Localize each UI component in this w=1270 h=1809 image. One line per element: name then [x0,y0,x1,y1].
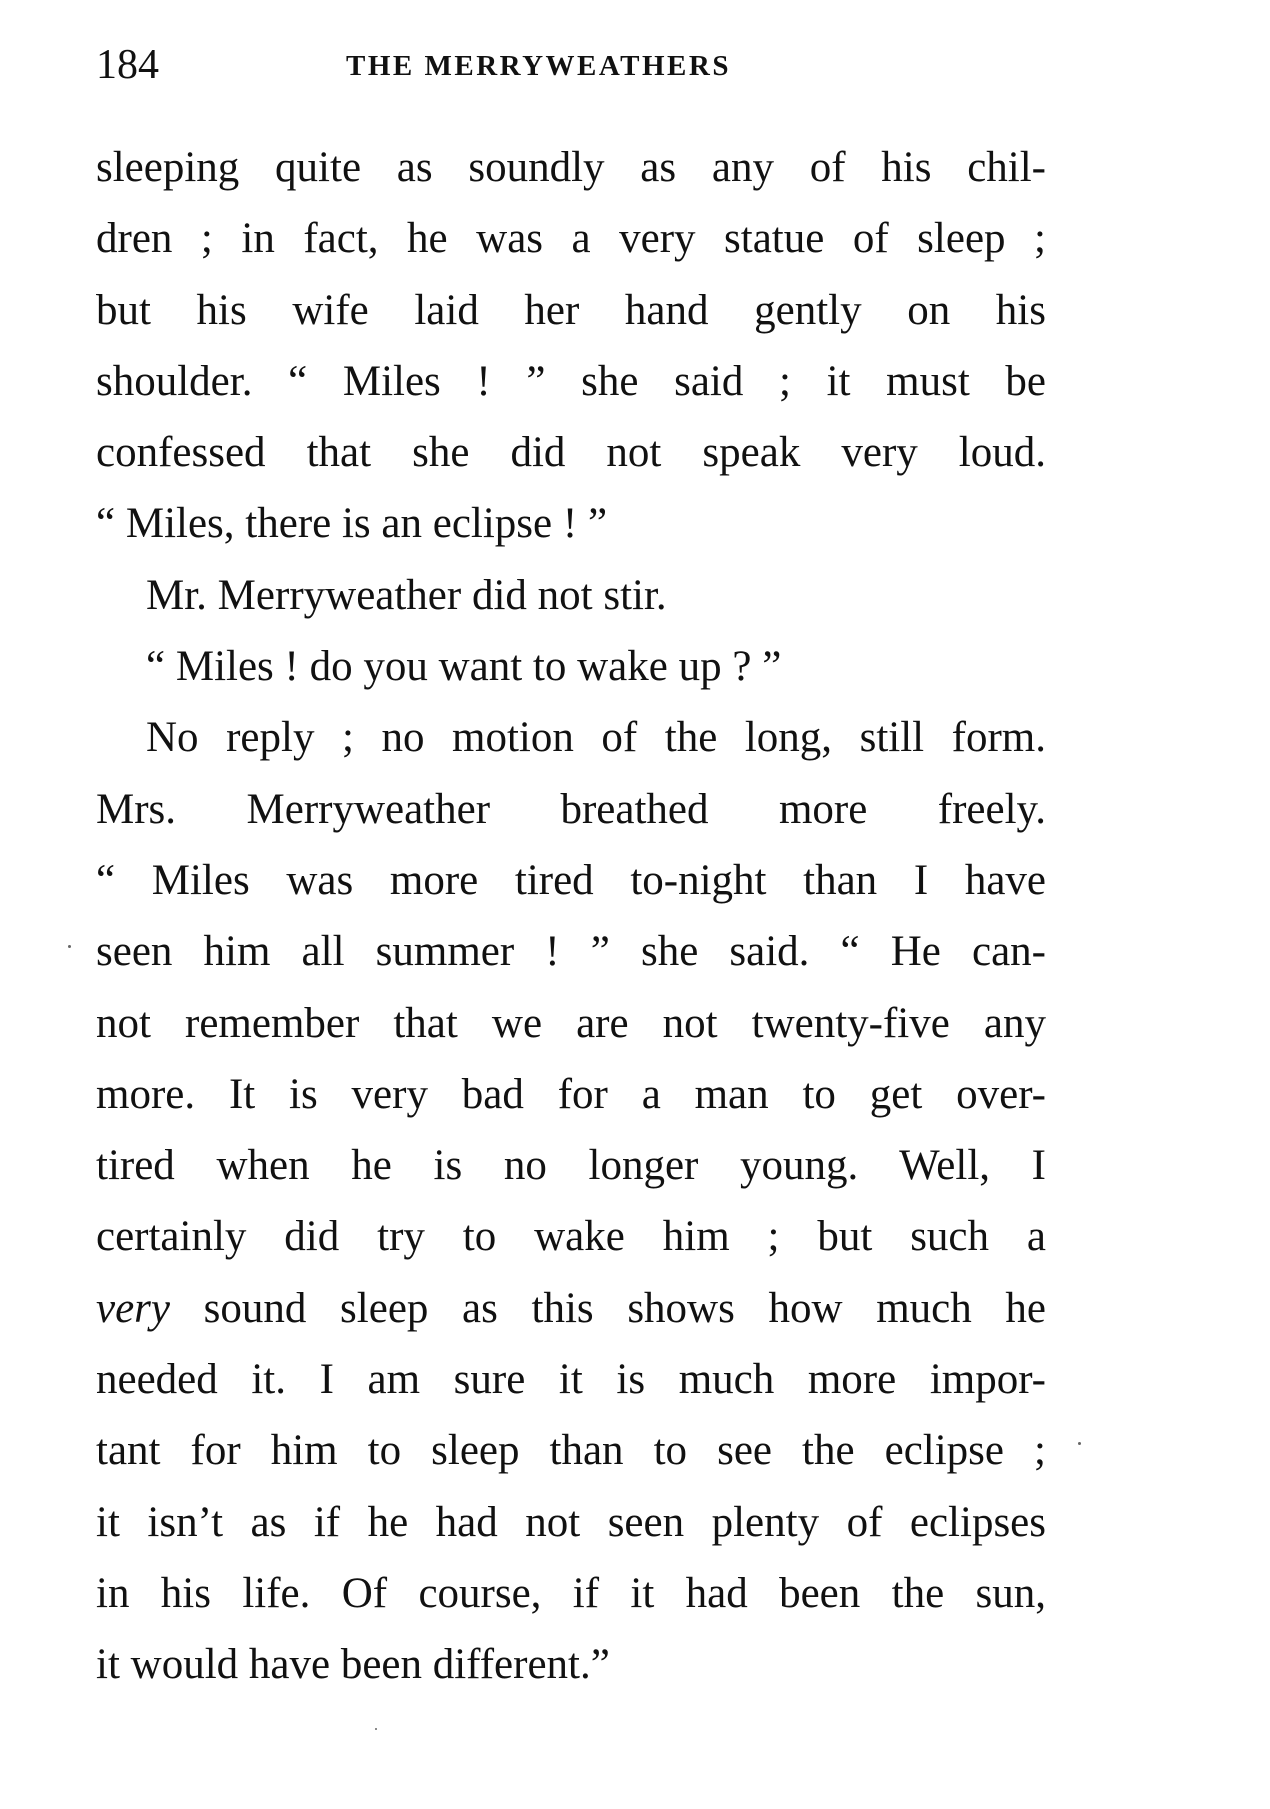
emphasis-text: very [96,1284,170,1332]
text-line: “ Miles ! do you want to wake up ? ” [146,643,782,691]
text-line: sleeping quite as soundly as any of his chil- [96,144,1046,191]
text-line: seen him all summer ! ” she said. “ He can- [96,928,1046,976]
text-line: certainly did try to wake him ; but such a [96,1213,1046,1261]
text-line [96,1273,1046,1344]
text-line: “ Miles was more tired to-night than I have [96,856,1046,904]
page-number: 184 [96,42,159,88]
scan-speck [68,945,71,948]
text-line: confessed that she did not speak very loud. [96,429,1046,477]
text-line-rest: sound sleep as this shows how much he [170,1284,1046,1332]
text-line: “ Miles, there is an eclipse ! ” [96,500,608,548]
text-line: dren ; in fact, he was a very statue of sleep ; [96,215,1046,263]
text-line: Mr. Merryweather did not stir. [146,571,667,619]
text-line: needed it. I am sure it is much more impor- [96,1356,1046,1404]
text-line: No reply ; no motion of the long, still form. [146,714,1046,762]
page-header [96,40,1046,90]
text-line: tant for him to sleep than to see the eclipse ; [96,1427,1046,1475]
body-text [96,132,1046,1701]
text-line: not remember that we are not twenty-five any [96,999,1046,1047]
scan-speck [375,1728,377,1730]
running-title: THE MERRYWEATHERS [346,50,731,82]
scan-speck [1078,1442,1081,1445]
text-line: but his wife laid her hand gently on his [96,286,1046,334]
text-line: it isn’t as if he had not seen plenty of eclipses [96,1498,1046,1546]
text-line: Mrs. Merryweather breathed more freely. [96,785,1046,833]
text-line: more. It is very bad for a man to get over- [96,1070,1046,1118]
text-line: tired when he is no longer young. Well, I [96,1142,1046,1190]
text-line: shoulder. “ Miles ! ” she said ; it must be [96,357,1046,405]
text-line: it would have been different.” [96,1641,610,1689]
text-line: in his life. Of course, if it had been the sun, [96,1569,1046,1617]
